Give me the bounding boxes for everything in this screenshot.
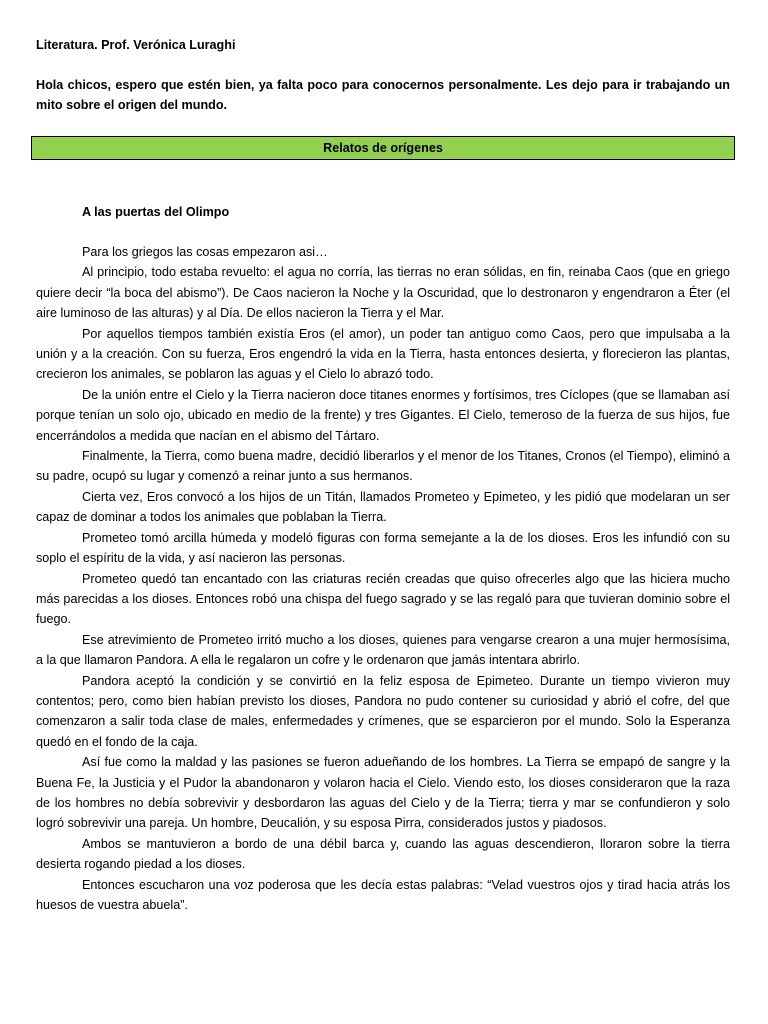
- story-paragraph: Pandora aceptó la condición y se convirtió en la feliz esposa de Epimeteo. Durante un tiempo vivieron muy contentos; pero, como bien habían previsto los dioses, Pandora no pudo contener su curiosidad y abrió el cofre, del que comenzaron a salir toda clase de males, enfermedades y crímenes, que se esparcieron por el mundo. Solo la Esperanza quedó en el fondo de la caja.: [36, 673, 730, 749]
- story-title: A las puertas del Olimpo: [82, 205, 230, 219]
- story-paragraph: Al principio, todo estaba revuelto: el agua no corría, las tierras no eran sólidas, en fin, reinaba Caos (que en griego quiere decir “la boca del abismo”). De Caos nacieron la Noche y la Oscuridad, que lo destronaron y engendraron a Éter (el aire luminoso de las alturas) y al Día. De ellos nacieron la Tierra y el Mar.: [36, 265, 730, 321]
- story-paragraph: Por aquellos tiempos también existía Eros (el amor), un poder tan antiguo como Caos, pero que impulsaba a la unión y a la creación. Con su fuerza, Eros engendró la vida en la Tierra, hasta entonces desierta, y florecieron las plantas, crecieron los animales, se poblaron las aguas y el Cielo lo abrazó todo.: [36, 326, 730, 382]
- header-title: Literatura. Prof. Verónica Luraghi: [36, 38, 236, 52]
- story-paragraph: Prometeo tomó arcilla húmeda y modeló figuras con forma semejante a la de los dioses. Eros les infundió con su soplo el espíritu de la vida, y así nacieron las personas.: [36, 530, 730, 566]
- story-body: [36, 242, 730, 915]
- story-paragraph: Entonces escucharon una voz poderosa que les decía estas palabras: “Velad vuestros ojos y tirad hacia atrás los huesos de vuestra abuela”.: [36, 877, 730, 912]
- story-paragraph: De la unión entre el Cielo y la Tierra nacieron doce titanes enormes y fortísimos, tres Cíclopes (que se llamaban así porque tenían un solo ojo, ubicado en medio de la frente) y tres Gigantes. El Cielo, temeroso de la fuerza de sus hijos, fue encerrándolos a medida que nacían en el abismo del Tártaro.: [36, 387, 730, 443]
- story-paragraph: Prometeo quedó tan encantado con las criaturas recién creadas que quiso ofrecerles algo que las hiciera mucho más parecidas a los dioses. Entonces robó una chispa del fuego sagrado y se las regaló para que tuvieran dominio sobre el fuego.: [36, 571, 730, 627]
- story-paragraph: Para los griegos las cosas empezaron asi…: [82, 245, 328, 259]
- intro-paragraph: Hola chicos, espero que estén bien, ya falta poco para conocernos personalmente. Les dejo para ir trabajando un mito sobre el origen del mundo.: [36, 78, 730, 113]
- story-paragraph: Así fue como la maldad y las pasiones se fueron adueñando de los hombres. La Tierra se empapó de sangre y la Buena Fe, la Justicia y el Pudor la abandonaron y volaron hacia el Cielo. Viendo esto, los dioses consideraron que la raza de los hombres no debía sobrevivir y desbordaron las aguas del Cielo y de la Tierra; tierra y mar se confundieron y solo logró sobrevivir una pareja. Un hombre, Deucalión, y su esposa Pirra, considerados justos y piadosos.: [36, 755, 730, 831]
- section-banner: Relatos de orígenes: [31, 136, 735, 160]
- story-paragraph: Ese atrevimiento de Prometeo irritó mucho a los dioses, quienes para vengarse crearon a una mujer hermosísima, a la que llamaron Pandora. A ella le regalaron un cofre y le ordenaron que jamás intentara abrirlo.: [36, 632, 730, 668]
- story-paragraph: Ambos se mantuvieron a bordo de una débil barca y, cuando las aguas descendieron, lloraron sobre la tierra desierta rogando piedad a los dioses.: [36, 836, 730, 872]
- story-paragraph: Finalmente, la Tierra, como buena madre, decidió liberarlos y el menor de los Titanes, Cronos (el Tiempo), eliminó a su padre, ocupó su lugar y comenzó a reinar junto a sus hermanos.: [36, 449, 730, 484]
- story-paragraph: Cierta vez, Eros convocó a los hijos de un Titán, llamados Prometeo y Epimeteo, y les pidió que modelaran un ser capaz de dominar a todos los animales que poblaban la Tierra.: [36, 489, 730, 525]
